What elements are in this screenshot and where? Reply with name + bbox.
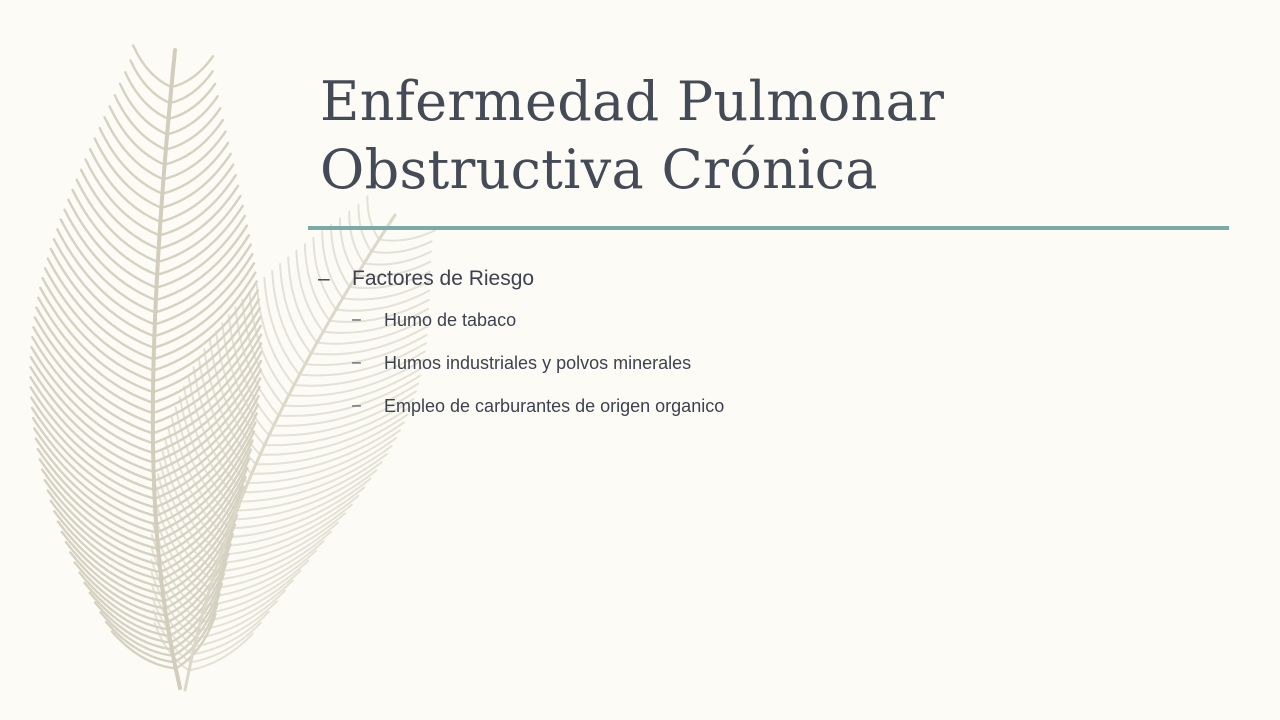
- slide-title: [320, 68, 1220, 204]
- bullet-dash-icon: –: [352, 311, 361, 328]
- sub-bullet-item: [318, 392, 1198, 420]
- bullet-text: Empleo de carburantes de origen organico: [384, 396, 725, 416]
- bullet-text: Factores de Riesgo: [352, 267, 535, 290]
- title-line-2: Obstructiva Crónica: [320, 138, 878, 201]
- title-divider: [308, 226, 1229, 230]
- bullet-text: Humo de tabaco: [384, 310, 517, 330]
- bullet-text: Humos industriales y polvos minerales: [384, 353, 692, 373]
- bullet-list: [318, 262, 1198, 435]
- title-line-1: Enfermedad Pulmonar: [320, 70, 945, 133]
- sub-bullet-item: [318, 349, 1198, 377]
- bullet-item: [318, 262, 1198, 296]
- bullet-dash-icon: –: [352, 397, 361, 414]
- sub-bullet-item: [318, 306, 1198, 334]
- bullet-dash-icon: –: [318, 267, 330, 290]
- bullet-dash-icon: –: [352, 354, 361, 371]
